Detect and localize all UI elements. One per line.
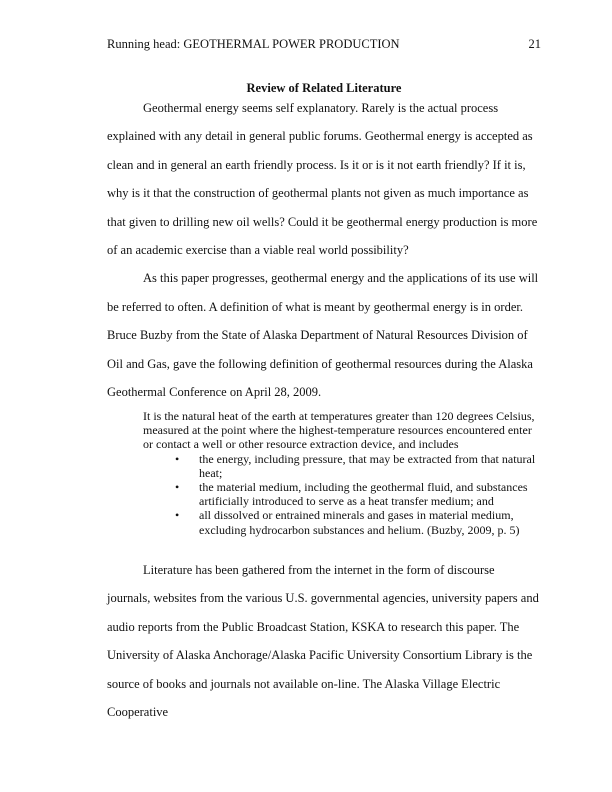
closing-paragraphs (107, 556, 541, 726)
page-number: 21 (528, 37, 541, 51)
paragraph-1: Geothermal energy seems self explanatory. Rarely is the actual process explained with any detail in general public forums. Geothermal energy is accepted as clean and in general an earth friendly process. Is it or is it not earth friendly? If it is, why is it that the construction of geothermal plants not given as much importance as that given to drilling new oil wells? Could it be geothermal energy production is more of an academic exercise than a viable real world possibility? (107, 101, 538, 258)
quote-intro: It is the natural heat of the earth at temperatures greater than 120 degrees Celsius, measured at the point where the highest-temperature resources encountered enter or contact a well or other resource extraction device, and includes (143, 409, 535, 452)
quote-bullet-list (143, 452, 541, 537)
bullet-icon: • (175, 451, 180, 466)
quote-bullet-text: the material medium, including the geothermal fluid, and substances artificially introduced to serve as a heat transfer medium; and (199, 480, 528, 509)
section-title: Review of Related Literature (246, 81, 402, 95)
running-head: Running head: GEOTHERMAL POWER PRODUCTION (107, 37, 400, 51)
paragraph-3: Literature has been gathered from the internet in the form of discourse journals, websites from the various U.S. governmental agencies, university papers and audio reports from the Public Broadcast Station, KSKA to research this paper. The University of Alaska Anchorage/Alaska Pacific University Consortium Library is the source of books and journals not available on-line. The Alaska Village Electric Cooperative (107, 563, 539, 720)
quote-bullet-text: the energy, including pressure, that may be extracted from that natural heat; (199, 451, 536, 480)
quote-bullet-text: all dissolved or entrained minerals and gases in material medium, excluding hydrocarbon substances and helium. (Buzby, 2009, p. 5) (199, 508, 520, 537)
page-header (107, 36, 541, 52)
block-quote (143, 409, 541, 537)
quote-bullet-item (143, 452, 541, 480)
quote-bullet-item (143, 480, 541, 508)
intro-paragraphs (107, 94, 541, 406)
quote-bullet-item (143, 508, 541, 536)
paragraph-2: As this paper progresses, geothermal energy and the applications of its use will be referred to often. A definition of what is meant by geothermal energy is in order. Bruce Buzby from the State of Alaska Department of Natural Resources Division of Oil and Gas, gave the following definition of geothermal resources during the Alaska Geothermal Conference on April 28, 2009. (107, 271, 539, 400)
bullet-icon: • (175, 480, 180, 495)
bullet-icon: • (175, 508, 180, 523)
